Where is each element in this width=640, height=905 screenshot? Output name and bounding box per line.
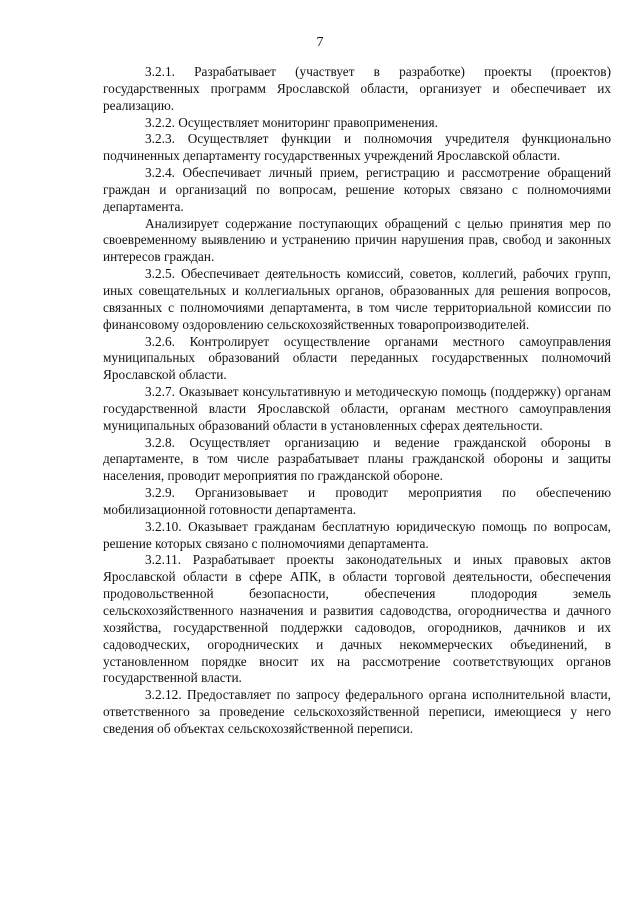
paragraph-3-2-2: 3.2.2. Осуществляет мониторинг правоприменения. [145, 114, 438, 130]
paragraph-3-2-9: 3.2.9. Организовывает и проводит мероприятия по обеспечению мобилизационной готовности департамента. [103, 485, 611, 517]
paragraph-3-2-11: 3.2.11. Разрабатывает проекты законодательных и иных правовых актов Ярославской области в сфере АПК, в области торговой деятельности, обеспечения продовольственной безопасности, обеспечения плодородия земель сельскохозяйственного назначения и развития садоводства, огородничества и дачного хозяйства, государственной поддержки садоводов, огородников, дачников и их садоводческих, огороднических и дачных некоммерческих объединений, в установленном порядке вносит их на рассмотрение соответствующих органов государственной власти. [103, 552, 611, 686]
paragraph-3-2-7: 3.2.7. Оказывает консультативную и методическую помощь (поддержку) органам государственной власти Ярославской области, органам местного самоуправления муниципальных образований области в установленных сферах деятельности. [103, 384, 611, 433]
paragraph-3-2-4-continued: Анализирует содержание поступающих обращений с целью принятия мер по своевременному выявлению и устранению причин нарушения прав, свобод и законных интересов граждан. [103, 215, 611, 265]
paragraph-3-2-6: 3.2.6. Контролирует осуществление органами местного самоуправления муниципальных образований области переданных государственных полномочий Ярославской области. [103, 333, 611, 383]
paragraph-3-2-4: 3.2.4. Обеспечивает личный прием, регистрацию и рассмотрение обращений граждан и организаций по вопросам, решение которых связано с полномочиями департамента. [103, 165, 611, 214]
page-number: 7 [316, 35, 324, 50]
document-body [103, 64, 611, 738]
paragraph-3-2-8: 3.2.8. Осуществляет организацию и ведение гражданской обороны в департаменте, в том числе разрабатывает планы гражданской обороны и защиты населения, проводит мероприятия по гражданской обороне. [103, 434, 611, 484]
paragraph-3-2-12: 3.2.12. Предоставляет по запросу федерального органа исполнительной власти, ответственного за проведение сельскохозяйственной переписи, имеющиеся у него сведения об объектах сельскохозяйственной переписи. [103, 687, 611, 736]
paragraph-3-2-1: 3.2.1. Разрабатывает (участвует в разработке) проекты (проектов) государственных программ Ярославской области, организует и обеспечивает их реализацию. [103, 64, 611, 113]
paragraph-3-2-10: 3.2.10. Оказывает гражданам бесплатную юридическую помощь по вопросам, решение которых связано с полномочиями департамента. [103, 518, 611, 551]
paragraph-3-2-5: 3.2.5. Обеспечивает деятельность комиссий, советов, коллегий, рабочих групп, иных совещательных и коллегиальных органов, образованных для решения вопросов, связанных с полномочиями департамента, в том числе территориальной комиссии по финансовому оздоровлению сельскохозяйственных товаропроизводителей. [103, 266, 611, 332]
paragraph-3-2-3: 3.2.3. Осуществляет функции и полномочия учредителя функционально подчиненных департаменту государственных учреждений Ярославской области. [103, 131, 611, 164]
